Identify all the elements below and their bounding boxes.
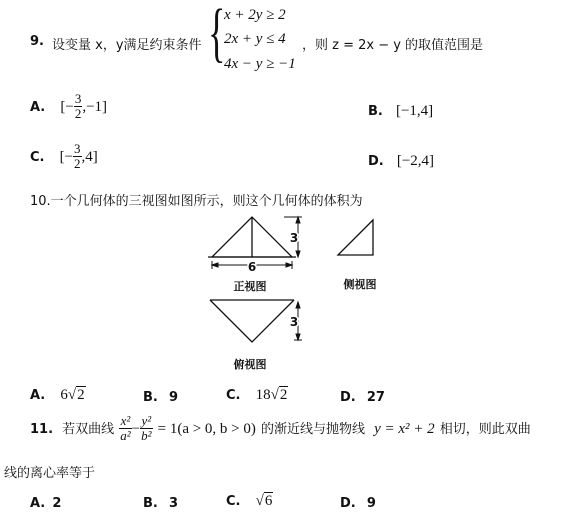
q11-option-d[interactable]: D. 9: [340, 496, 376, 511]
front-view-label: 正视图: [233, 280, 267, 293]
q9-constraint-3: 4x − y ≥ −1: [224, 56, 296, 72]
q10-option-a[interactable]: A. 6√2: [30, 387, 85, 403]
q10-option-c[interactable]: C. 18√2: [226, 387, 288, 403]
side-view: [338, 220, 373, 255]
q9-option-b[interactable]: B. [−1,4]: [368, 103, 434, 119]
side-view-label: 侧视图: [343, 278, 377, 291]
q11-option-b[interactable]: B. 3: [143, 496, 178, 511]
three-view-figure: [200, 212, 400, 372]
q11-option-c[interactable]: C. √6: [226, 493, 273, 509]
q9-constraint-1: x + 2y ≥ 2: [224, 7, 286, 23]
q9-stem: 设变量 x，y满足约束条件: [52, 38, 202, 53]
q9-brace: {: [208, 0, 226, 69]
q9-option-a[interactable]: A. [− $\frac{3}{2}$ ,−1]: [30, 91, 108, 121]
q11-line-2: 线的离心率等于: [4, 466, 96, 481]
q9-option-c[interactable]: C. [− $\frac{3}{2}$ ,4]: [30, 141, 98, 171]
q9-constraint-2: 2x + y ≤ 4: [224, 31, 286, 47]
top-height-label: 3: [289, 315, 299, 329]
q9-option-d[interactable]: D. [−2,4]: [368, 153, 435, 169]
q9-number: 9.: [30, 34, 44, 49]
front-width-label: 6: [247, 260, 257, 274]
front-height-label: 3: [289, 231, 299, 245]
q9-tail: ，则 z = 2x − y 的取值范围是: [302, 38, 484, 53]
top-view-label: 俯视图: [233, 358, 267, 371]
front-view: [208, 217, 299, 257]
q11-line-1: 11. 若双曲线 $\frac{\text{x²}}{\text{a²}}$ − $\frac{\text{y²}}{\text{b²}}$ = 1(a > 0, b > 0) 的渐近线与抛物线 y = x² + 2 相切，则此双曲: [30, 413, 531, 443]
q11-option-a[interactable]: A. 2: [30, 496, 62, 511]
top-view: [210, 300, 294, 342]
q10-stem: 10.一个几何体的三视图如图所示，则这个几何体的体积为: [30, 194, 363, 209]
q10-option-d[interactable]: D. 27: [340, 390, 385, 405]
q10-option-b[interactable]: B. 9: [143, 390, 178, 405]
